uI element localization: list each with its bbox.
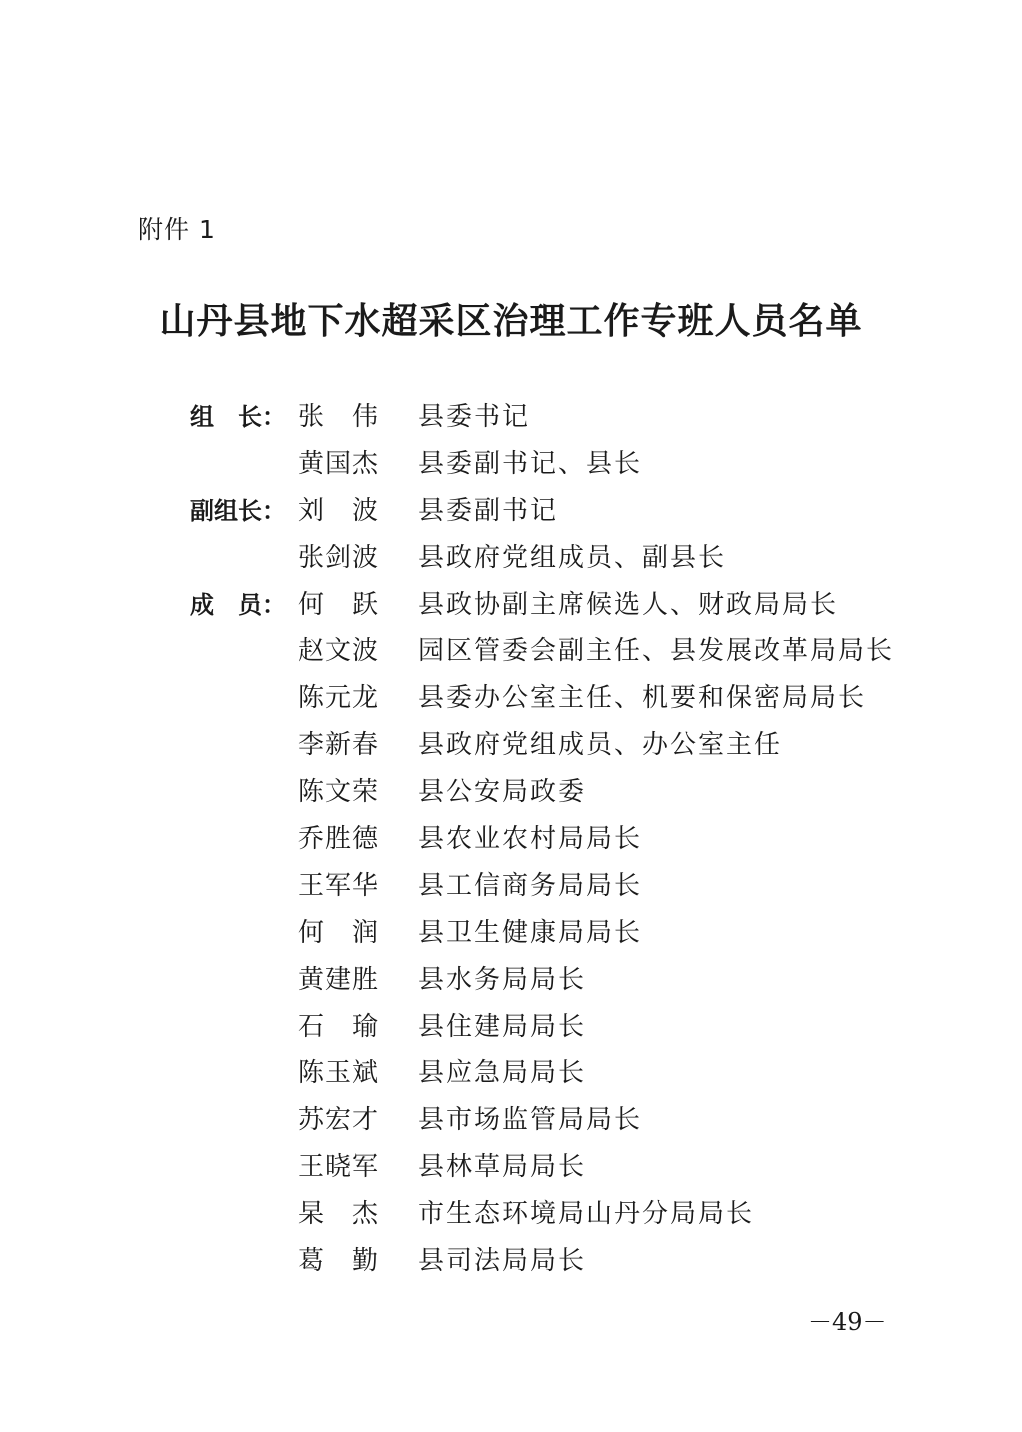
document-title: 山丹县地下水超采区治理工作专班人员名单 [159,300,863,342]
roster-row [190,957,910,1004]
roster-position: 园区管委会副主任、县发展改革局局长 [418,636,895,667]
roster-position: 县政府党组成员、办公室主任 [418,730,783,761]
roster-position: 县卫生健康局局长 [418,917,643,948]
roster-name: 陈元龙 [298,683,378,714]
roster-name: 张 伟 [298,402,378,432]
roster-row [190,488,910,535]
roster-position: 县林草局局长 [418,1152,587,1183]
roster-position: 县住建局局长 [418,1011,587,1042]
roster-position: 县委书记 [418,402,531,432]
page-number: －49－ [808,1308,887,1336]
roster-position: 县司法局局长 [418,1246,587,1277]
roster-position: 县工信商务局局长 [418,870,643,901]
roster-row [190,1144,910,1191]
roster-position: 县农业农村局局长 [418,824,643,855]
roster-position: 市生态环境局山丹分局局长 [418,1199,755,1230]
roster-name: 陈玉斌 [298,1058,378,1089]
roster-name: 陈文荣 [298,777,378,808]
roster-position: 县委副书记、县长 [418,448,643,479]
roster-name: 何 跃 [298,589,378,620]
roster-name: 王晓军 [298,1152,378,1183]
attachment-label: 附件 1 [138,215,216,244]
roster-row [190,1004,910,1051]
roster-name: 杲 杰 [298,1199,378,1230]
roster-row [190,1238,910,1285]
roster-row [190,1050,910,1097]
roster-position: 县委办公室主任、机要和保密局局长 [418,683,867,714]
roster-row [190,628,910,675]
roster-position: 县政府党组成员、副县长 [418,542,727,573]
roster-position: 县水务局局长 [418,964,587,995]
roster-row [190,863,910,910]
roster-list [190,394,910,1285]
roster-row [190,535,910,582]
roster-row [190,582,910,629]
roster-name: 乔胜德 [298,824,378,855]
roster-position: 县应急局局长 [418,1058,587,1089]
roster-name: 张剑波 [298,542,378,573]
roster-name: 赵文波 [298,636,378,667]
roster-row [190,675,910,722]
roster-position: 县政协副主席候选人、财政局局长 [418,589,839,620]
roster-position: 县委副书记 [418,495,559,526]
roster-name: 黄国杰 [298,448,378,479]
roster-role: 成 员： [190,590,286,619]
roster-role: 组 长： [190,403,286,431]
roster-row [190,394,910,441]
roster-role: 副组长： [190,496,286,525]
roster-row [190,769,910,816]
roster-position: 县公安局政委 [418,777,587,808]
roster-name: 何 润 [298,917,378,948]
roster-name: 王军华 [298,870,378,901]
roster-row [190,1191,910,1238]
roster-name: 黄建胜 [298,964,378,995]
roster-name: 苏宏才 [298,1105,378,1136]
roster-row [190,441,910,488]
roster-position: 县市场监管局局长 [418,1105,643,1136]
roster-row [190,816,910,863]
roster-name: 石 瑜 [298,1011,378,1042]
roster-name: 刘 波 [298,495,378,526]
roster-name: 葛 勤 [298,1246,378,1277]
roster-row [190,910,910,957]
roster-row [190,722,910,769]
roster-name: 李新春 [298,730,378,761]
roster-row [190,1097,910,1144]
